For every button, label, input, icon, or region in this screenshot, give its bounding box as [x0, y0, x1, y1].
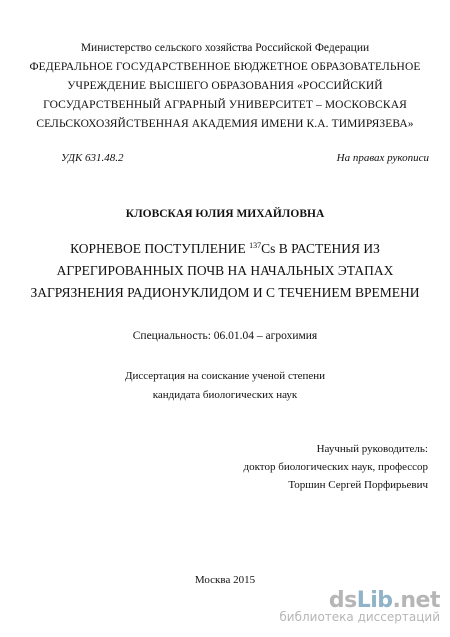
organization-line-1: ФЕДЕРАЛЬНОЕ ГОСУДАРСТВЕННОЕ БЮДЖЕТНОЕ ОБРАЗОВАТЕЛЬНОЕ — [29, 61, 421, 73]
watermark-logo-right: .net — [392, 588, 440, 613]
organization-line-3: ГОСУДАРСТВЕННЫЙ АГРАРНЫЙ УНИВЕРСИТЕТ – МОСКОВСКАЯ — [43, 99, 407, 111]
title-part-after: Cs В РАСТЕНИЯ ИЗ — [261, 241, 380, 256]
city-year: Москва 2015 — [194, 574, 256, 586]
organization-line-2: УЧРЕЖДЕНИЕ ВЫСШЕГО ОБРАЗОВАНИЯ «РОССИЙСКИЙ — [67, 80, 383, 92]
udk-code: УДК 631.48.2 — [61, 152, 124, 164]
watermark-logo-accent: Lib — [356, 588, 393, 613]
thesis-title-line-3: ЗАГРЯЗНЕНИЯ РАДИОНУКЛИДОМ И С ТЕЧЕНИЕМ ВРЕМЕНИ — [30, 285, 420, 300]
supervisor-name: Торшин Сергей Порфирьевич — [288, 479, 428, 491]
dissertation-degree-line-1: Диссертация на соискание ученой степени — [124, 370, 326, 382]
thesis-title-line-2: АГРЕГИРОВАННЫХ ПОЧВ НА НАЧАЛЬНЫХ ЭТАПАХ — [56, 263, 394, 278]
supervisor-degree: доктор биологических наук, профессор — [243, 461, 428, 473]
manuscript-rights: На правах рукописи — [336, 152, 429, 164]
isotope-mass-number: 137 — [249, 241, 262, 250]
author-name: КЛОВСКАЯ ЮЛИЯ МИХАЙЛОВНА — [125, 208, 325, 220]
supervisor-label: Научный руководитель: — [316, 443, 428, 455]
dissertation-degree-line-2: кандидата биологических наук — [152, 389, 298, 401]
specialty: Специальность: 06.01.04 – агрохимия — [132, 330, 318, 342]
watermark-logo-left: ds — [328, 588, 357, 613]
watermark-subtitle: библиотека диссертаций — [279, 610, 440, 624]
ministry-name: Министерство сельского хозяйства Российской Федерации — [80, 42, 370, 54]
thesis-title-line-1 — [0, 241, 450, 257]
title-part-before: КОРНЕВОЕ ПОСТУПЛЕНИЕ — [70, 241, 250, 256]
organization-line-4: СЕЛЬСКОХОЗЯЙСТВЕННАЯ АКАДЕМИЯ ИМЕНИ К.А. ТИМИРЯЗЕВА» — [36, 118, 414, 130]
watermark — [279, 588, 440, 624]
